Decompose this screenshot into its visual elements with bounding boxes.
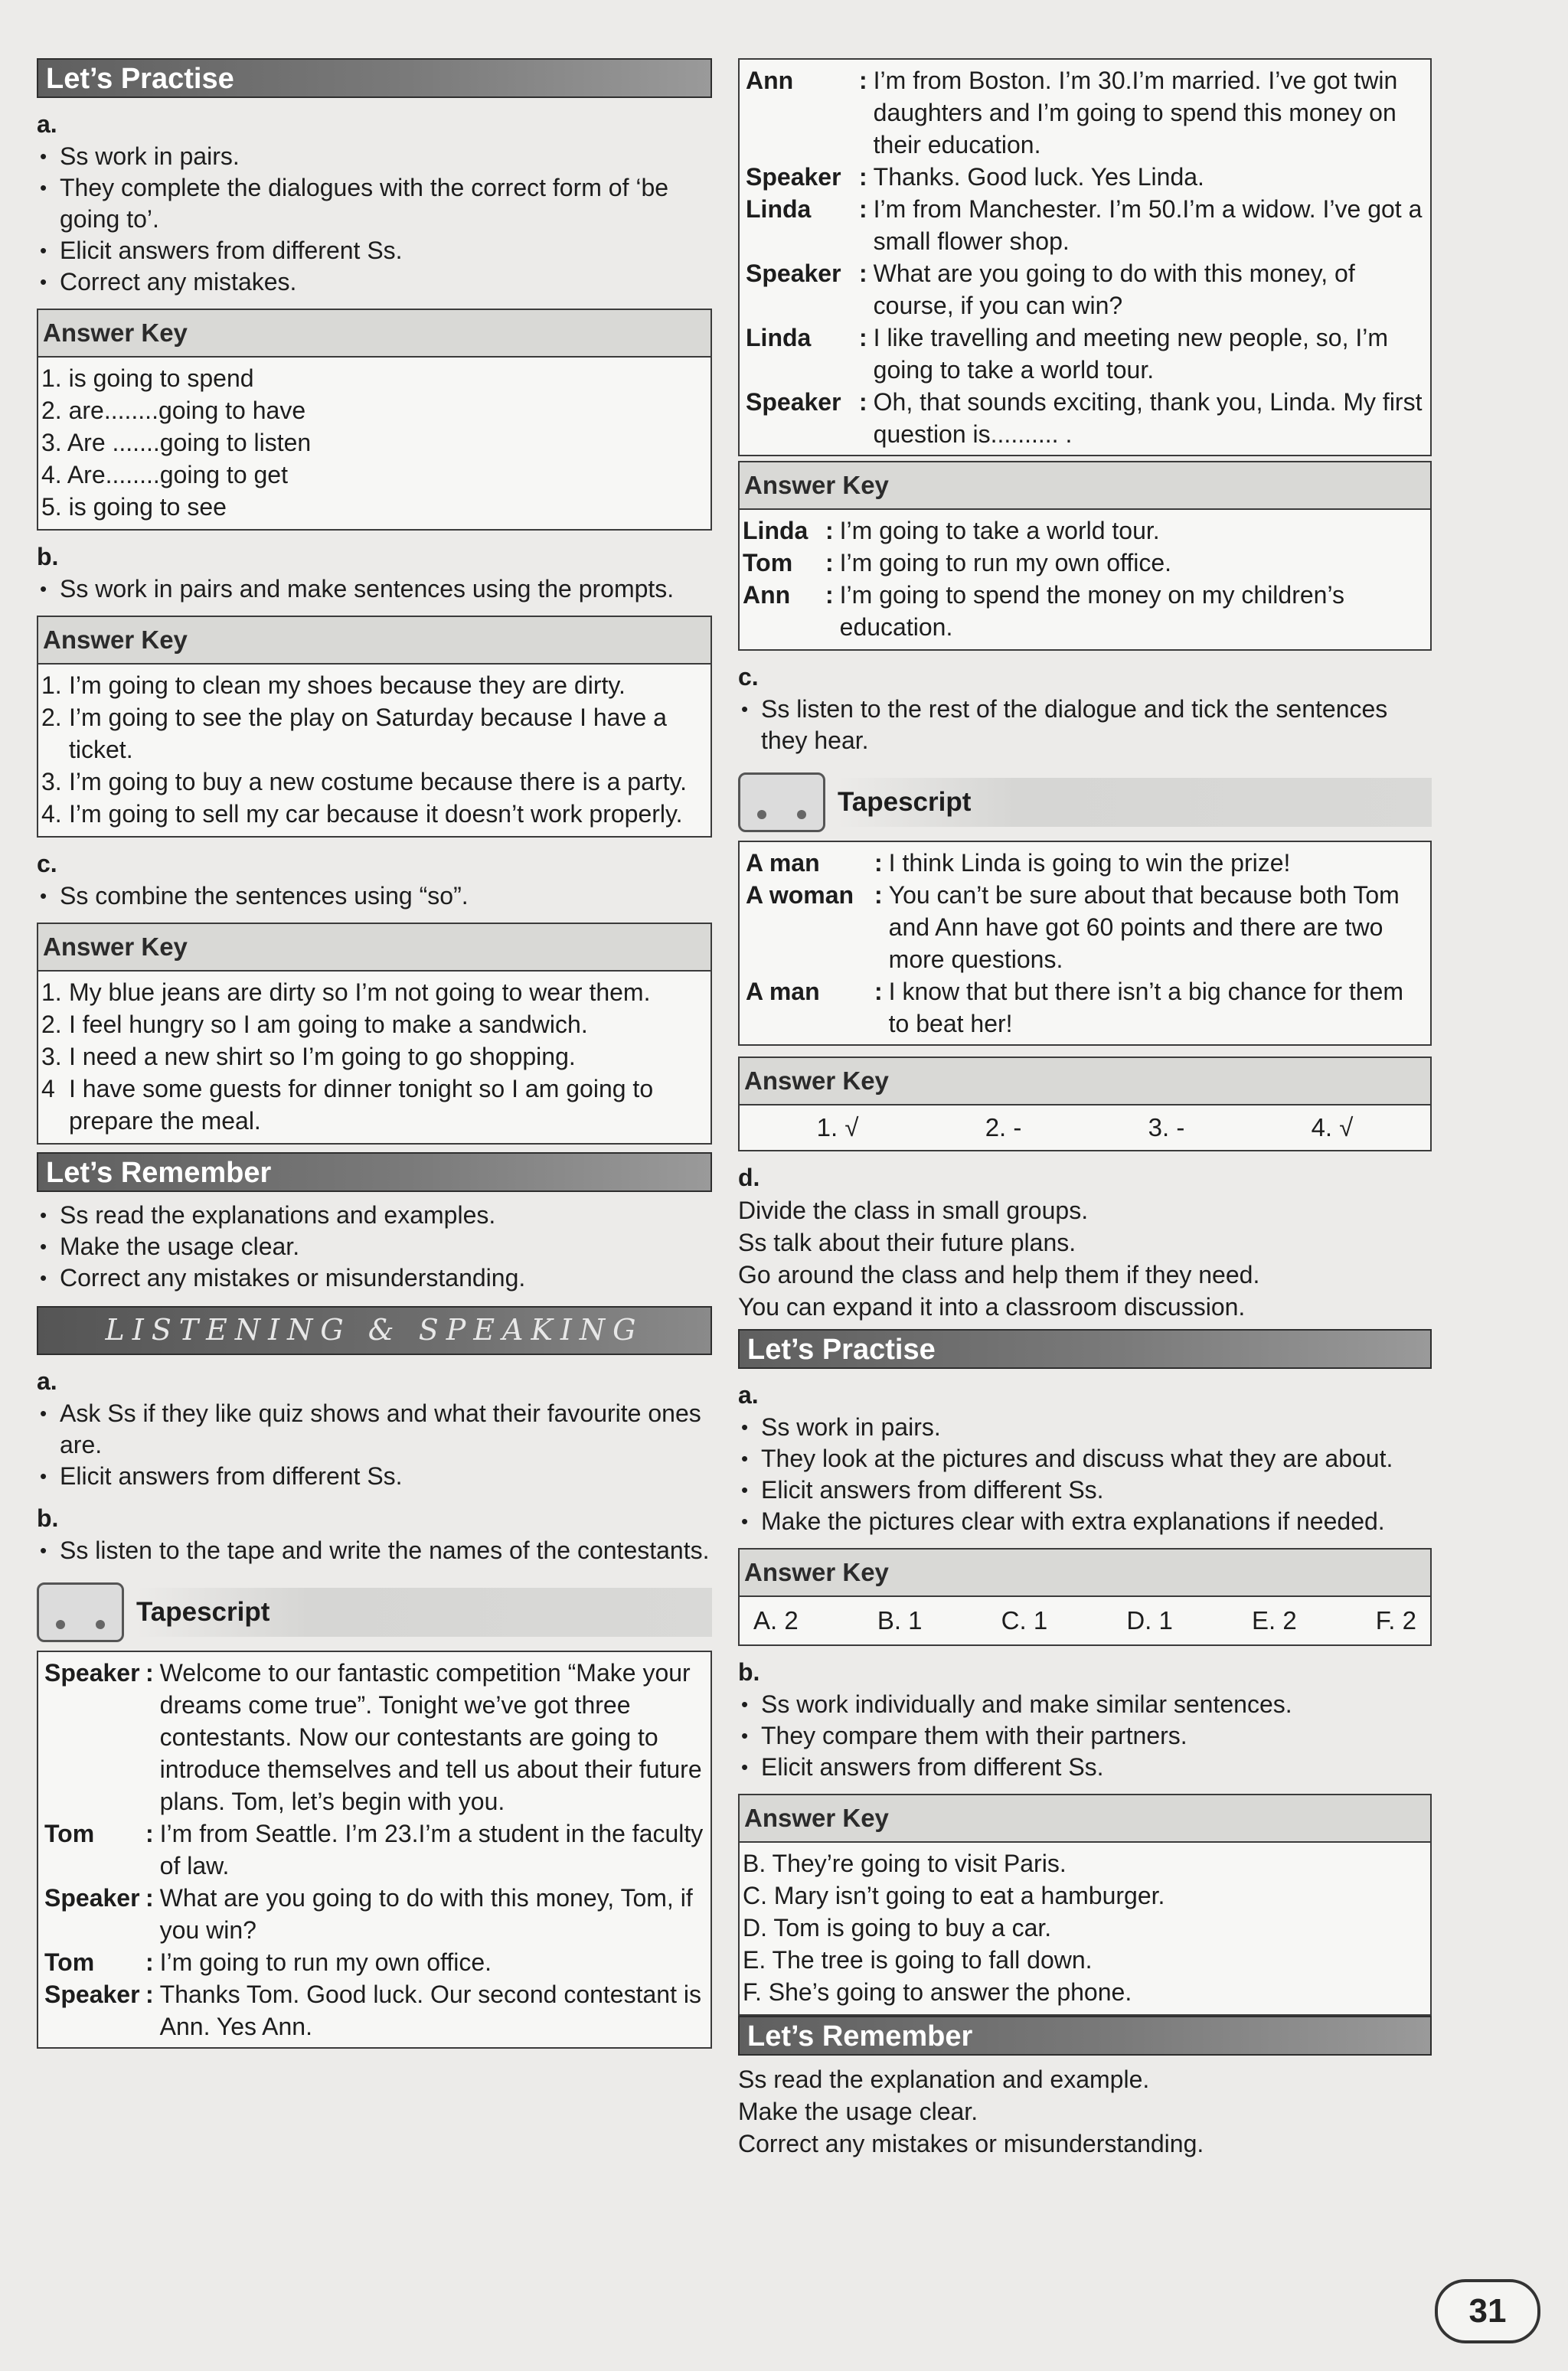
answer-cell: D. 1 <box>1126 1606 1173 1635</box>
answer-cell: E. 2 <box>1251 1606 1297 1635</box>
answer-key-title: Answer Key <box>38 617 710 665</box>
dialogue-line: A man : I know that but there isn’t a big chance for them to beat her! <box>746 978 1404 1037</box>
dialogue-line: Speaker : Thanks. Good luck. Yes Linda. <box>746 163 1204 191</box>
section-d-label: d. <box>738 1164 760 1191</box>
list-item: • Ss read the explanations and examples. <box>37 1200 712 1231</box>
section-b-list <box>738 1689 1432 1783</box>
list-item: • Elicit answers from different Ss. <box>37 235 712 266</box>
answer-line: C. Mary isn’t going to eat a hamburger. <box>743 1882 1165 1909</box>
section-c-list <box>37 880 712 912</box>
tapescript-header <box>738 770 1432 834</box>
list-item: • They look at the pictures and discuss what they are about. <box>738 1443 1432 1475</box>
answer-cell: 2. - <box>985 1113 1022 1141</box>
answer-cell: C. 1 <box>1001 1606 1048 1635</box>
dialogue-line: Speaker : What are you going to do with this money, of course, if you can win? <box>746 260 1355 319</box>
dialogue-line: Speaker : What are you going to do with this money, Tom, if you win? <box>44 1884 693 1944</box>
page-number: 31 <box>1435 2279 1540 2343</box>
dialogue-line: Tom : I’m from Seattle. I’m 23.I’m a student in the faculty of law. <box>44 1820 704 1879</box>
answer-line: 4. Are........going to get <box>41 461 288 488</box>
answer-key-box <box>738 461 1432 651</box>
answer-line: 4 I have some guests for dinner tonight so I am going to prepare the meal. <box>41 1075 654 1135</box>
dialogue-line: A man : I think Linda is going to win the prize! <box>746 849 1291 877</box>
answer-line: 3. Are .......going to listen <box>41 429 312 456</box>
list-item: • Ss combine the sentences using “so”. <box>37 880 712 912</box>
listening-speaking-banner: LISTENING & SPEAKING <box>37 1306 712 1355</box>
ls-b-list <box>37 1535 712 1566</box>
list-item: • Correct any mistakes or misunderstanding. <box>37 1262 712 1294</box>
lets-practise-heading: Let’s Practise <box>738 1329 1432 1369</box>
answer-key-box <box>37 309 712 531</box>
answer-cell: F. 2 <box>1375 1606 1416 1635</box>
answer-key-box <box>738 1794 1432 2016</box>
remember-list <box>37 1200 712 1294</box>
lets-remember-heading: Let’s Remember <box>738 2016 1432 2056</box>
answer-line: 2. I feel hungry so I am going to make a sandwich. <box>41 1011 588 1038</box>
tapescript-title: Tapescript <box>838 778 1432 827</box>
answer-line: 3. I need a new shirt so I’m going to go shopping. <box>41 1043 576 1070</box>
answer-line: B. They’re going to visit Paris. <box>743 1850 1067 1877</box>
text-line: Go around the class and help them if they need. <box>738 1261 1260 1288</box>
dialogue-line: Ann : I’m from Boston. I’m 30.I’m married. I’ve got twin daughters and I’m going to spend this money on their education. <box>746 67 1398 158</box>
list-item: • Elicit answers from different Ss. <box>37 1461 712 1492</box>
list-item: • Ss work in pairs. <box>37 141 712 172</box>
list-item: • They compare them with their partners. <box>738 1720 1432 1752</box>
text-line: Make the usage clear. <box>738 2098 978 2125</box>
section-b-label: b. <box>37 543 59 570</box>
list-item: • Ss work individually and make similar sentences. <box>738 1689 1432 1720</box>
ls-a-label: a. <box>37 1367 57 1395</box>
answer-line: F. She’s going to answer the phone. <box>743 1978 1132 2006</box>
answer-cell: A. 2 <box>753 1606 799 1635</box>
cassette-tape-icon <box>738 772 825 832</box>
answer-line: Tom : I’m going to run my own office. <box>743 549 1172 576</box>
left-column <box>37 58 712 2049</box>
text-line: Correct any mistakes or misunderstanding. <box>738 2130 1204 2157</box>
answer-line: 1. is going to spend <box>41 364 254 392</box>
answer-line: 2. I’m going to see the play on Saturday because I have a ticket. <box>41 704 667 763</box>
answer-key-title: Answer Key <box>740 1795 1430 1843</box>
answer-line: Linda : I’m going to take a world tour. <box>743 517 1160 544</box>
answer-key-box <box>738 1056 1432 1151</box>
section-d-text <box>738 1194 1432 1323</box>
answer-line: 5. is going to see <box>41 493 227 521</box>
answer-key-title: Answer Key <box>38 924 710 972</box>
tapescript-title: Tapescript <box>136 1588 712 1637</box>
section-b-list <box>37 573 712 605</box>
ls-a-list <box>37 1398 712 1492</box>
dialogue-line: Linda : I like travelling and meeting new people, so, I’m going to take a world tour. <box>746 324 1389 384</box>
dialogue-line: Tom : I’m going to run my own office. <box>44 1948 492 1976</box>
answer-line: 1. My blue jeans are dirty so I’m not going to wear them. <box>41 978 651 1006</box>
list-item: • Ss listen to the tape and write the names of the contestants. <box>37 1535 712 1566</box>
lets-remember-heading: Let’s Remember <box>37 1152 712 1192</box>
tapescript-header <box>37 1580 712 1644</box>
ls-b-label: b. <box>37 1504 59 1532</box>
answer-cell: 1. √ <box>816 1113 859 1141</box>
list-item: • They complete the dialogues with the correct form of ‘be going to’. <box>37 172 712 235</box>
answer-key-title: Answer Key <box>38 310 710 358</box>
text-line: Ss read the explanation and example. <box>738 2066 1150 2093</box>
list-item: • Make the usage clear. <box>37 1231 712 1262</box>
section-c-list <box>738 694 1432 756</box>
answer-line: Ann : I’m going to spend the money on my children’s education. <box>743 581 1344 641</box>
section-b-label: b. <box>738 1658 760 1686</box>
answer-key-title: Answer Key <box>740 1058 1430 1105</box>
tapescript-dialogue <box>37 1651 712 2049</box>
text-line: You can expand it into a classroom discussion. <box>738 1293 1246 1321</box>
dialogue-line: Speaker : Oh, that sounds exciting, thank you, Linda. My first question is.......... . <box>746 388 1423 448</box>
answer-cell: 4. √ <box>1311 1113 1354 1141</box>
list-item: • Elicit answers from different Ss. <box>738 1752 1432 1783</box>
list-item: • Ask Ss if they like quiz shows and what their favourite ones are. <box>37 1398 712 1461</box>
dialogue-line: A woman : You can’t be sure about that because both Tom and Ann have got 60 points and there are two more questions. <box>746 881 1400 973</box>
section-a-label: a. <box>37 110 57 138</box>
section-a-label: a. <box>738 1381 759 1409</box>
answer-key-title: Answer Key <box>740 1550 1430 1597</box>
list-item: • Elicit answers from different Ss. <box>738 1475 1432 1506</box>
section-a-list <box>37 141 712 298</box>
answer-key-box <box>738 1548 1432 1646</box>
list-item: • Ss work in pairs. <box>738 1412 1432 1443</box>
text-line: Ss talk about their future plans. <box>738 1229 1076 1256</box>
answer-line: D. Tom is going to buy a car. <box>743 1914 1052 1942</box>
section-c-label: c. <box>738 663 759 691</box>
text-line: Divide the class in small groups. <box>738 1197 1089 1224</box>
section-c-label: c. <box>37 850 57 877</box>
list-item: • Make the pictures clear with extra explanations if needed. <box>738 1506 1432 1537</box>
answer-line: 2. are........going to have <box>41 397 306 424</box>
section-a-list <box>738 1412 1432 1537</box>
answer-key-title: Answer Key <box>740 462 1430 510</box>
dialogue-line: Speaker : Welcome to our fantastic competition “Make your dreams come true”. Tonight we’ve got three contestants. Now our contestants are going to introduce themselves and tell us about their future plans. Tom, let’s begin with you. <box>44 1659 702 1815</box>
remember-text <box>738 2063 1432 2160</box>
dialogue-line: Linda : I’m from Manchester. I’m 50.I’m a widow. I’ve got a small flower shop. <box>746 195 1423 255</box>
answer-line: 1. I’m going to clean my shoes because they are dirty. <box>41 671 626 699</box>
right-column <box>738 58 1432 2160</box>
cassette-tape-icon <box>37 1582 124 1642</box>
list-item: • Correct any mistakes. <box>37 266 712 298</box>
tapescript-dialogue-2 <box>738 841 1432 1046</box>
answer-line: 4. I’m going to sell my car because it doesn’t work properly. <box>41 800 683 828</box>
list-item: • Ss work in pairs and make sentences using the prompts. <box>37 573 712 605</box>
tapescript-dialogue-continued <box>738 58 1432 456</box>
list-item: • Ss listen to the rest of the dialogue and tick the sentences they hear. <box>738 694 1432 756</box>
answer-key-box <box>37 923 712 1145</box>
answer-cell: 3. - <box>1148 1113 1185 1141</box>
answer-line: E. The tree is going to fall down. <box>743 1946 1093 1974</box>
lets-practise-heading: Let’s Practise <box>37 58 712 98</box>
dialogue-line: Speaker : Thanks Tom. Good luck. Our second contestant is Ann. Yes Ann. <box>44 1981 701 2040</box>
answer-cell: B. 1 <box>877 1606 923 1635</box>
answer-key-box <box>37 616 712 838</box>
answer-line: 3. I’m going to buy a new costume because there is a party. <box>41 768 687 795</box>
